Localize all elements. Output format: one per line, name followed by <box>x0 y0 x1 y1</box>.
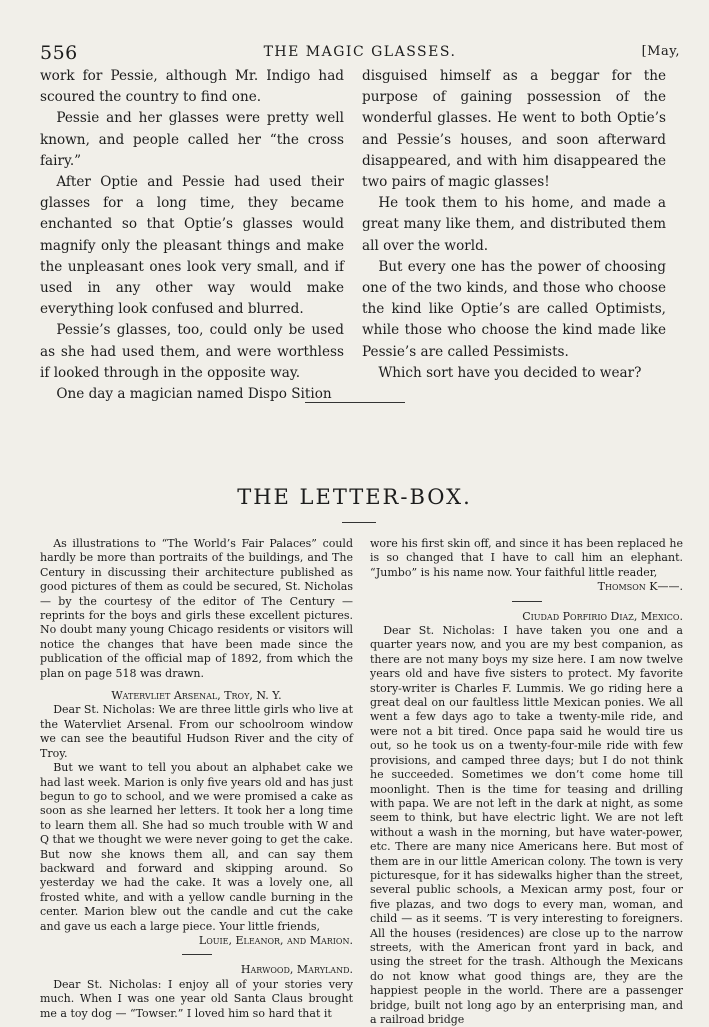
letter-paragraph: But we want to tell you about an alphabet cake we had last week. Marion is only five years old and has just begun to go to school, and we were promised a cake as soon as she learned her letters. It took her a long time to learn them all. She had so much trouble with W and Q that we thought we were never going to get the cake. But now she knows them all, and can say them backward and forward and skipping around. So yesterday we had the cake. It was a lovely one, all frosted white, and with a yellow candle burning in the center. Marion blew out the candle and cut the cake and gave us each a large piece. Your little friends, <box>40 761 353 933</box>
letter-paragraph: Dear St. Nicholas: I have taken you one and a quarter years now, and you are my best companion, as there are not many boys my size here. I am now twelve years old and have five sisters to protect. My favorite story-writer is Charles F. Lummis. We go riding here a great deal on our faultless little Mexican ponies. We all went a few days ago to take a twenty-mile ride, and were not a bit tired. Once papa said he would tire us out, so he took us on a twenty-four-mile ride with few provisions, and camped three days; but I do not think he succeeded. Sometimes we don’t come home till moonlight. Then is the time for teasing and drilling with papa. We are not left in the dark at night, as some seem to think, but have electric light. We are not left without a wash in the morning, but have water-power, etc. There are many nice Americans here. But most of them are in our little American colony. The town is very picturesque, for it has sidewalks higher than the street, several public schools, a Mexican army post, four or five plazas, and two dogs to every man, woman, and child — as it seems. ’T is very interesting to foreigners. All the houses (residences) are close up to the narrow streets, with the American front yard in back, and using the street for the trash. Although the Mexicans do not know what good things are, they are the happiest people in the world. There are a passenger bridge, built not long ago by an enterprising man, and a railroad bridge <box>370 624 683 1026</box>
letters-column-right <box>370 537 683 1027</box>
letter-signature: Thomson K——. <box>597 580 683 594</box>
section-divider <box>305 402 405 403</box>
letter-paragraph: Dear St. Nicholas: I enjoy all of your stories very much. When I was one year old Santa Claus brought me a toy dog — “Towser.” I loved him so hard that it <box>40 977 353 1020</box>
running-header <box>40 38 680 64</box>
story-paragraph: work for Pessie, although Mr. Indigo had scoured the country to find one. <box>40 68 344 106</box>
story-paragraph: Pessie and her glasses were pretty well known, and people called her “the cross fairy.” <box>40 110 344 169</box>
story-paragraph: disguised himself as a beggar for the purpose of gaining possession of the wonderful glasses. He went to both Optie’s and Pessie’s houses, and soon afterward disappeared, and with him disappeared the two pairs of magic glasses! <box>362 68 666 191</box>
letter-place: Harwood, Maryland. <box>240 963 353 977</box>
letter-divider <box>182 954 212 955</box>
story-paragraph: One day a magician named Dispo Sition <box>56 386 332 403</box>
story-paragraph: He took them to his home, and made a great many like them, and distributed them all over the world. <box>362 195 666 254</box>
story-paragraph: But every one has the power of choosing one of the two kinds, and those who choose the kind like Optie’s are called Optimists, while those who choose the kind made like Pessie’s are called Pessimists. <box>362 258 666 360</box>
letters-column-left <box>40 537 353 1021</box>
story-paragraph: After Optie and Pessie had used their glasses for a long time, they became enchanted so that Optie’s glasses would magnify only the pleasant things and make the unpleasant ones look very small, and if used in any other way would make everything look confused and blurred. <box>40 174 344 318</box>
title-underline <box>342 522 376 523</box>
page-number: 556 <box>40 42 78 64</box>
running-title: THE MAGIC GLASSES. <box>263 44 457 60</box>
letter-divider <box>512 601 542 602</box>
story-paragraph: Which sort have you decided to wear? <box>378 364 642 381</box>
letter-paragraph: wore his first skin off, and since it has been replaced he is so changed that I have to call him an elephant. “Jumbo” is his name now. Your faithful little reader, <box>370 537 683 579</box>
letterbox-title: THE LETTER-BOX. <box>237 485 472 509</box>
letter-signature: Louie, Eleanor, and Marion. <box>198 933 353 947</box>
letterbox-intro: As illustrations to “The World’s Fair Palaces” could hardly be more than portraits of the buildings, and The Century in discussing their architecture published as good pictures of them as could be secured, St. Nicholas — by the courtesy of the editor of The Century — reprints for the boys and girls these excellent pictures. No doubt many young Chicago residents or visitors will notice the changes that have been made since the publication of the official map of 1892, from which the plan on page 518 was drawn. <box>40 537 353 680</box>
story-column-left <box>40 66 344 405</box>
letter-paragraph: Dear St. Nicholas: We are three little girls who live at the Watervliet Arsenal. From our schoolroom window we can see the beautiful Hudson River and the city of Troy. <box>40 703 353 760</box>
story-paragraph: Pessie’s glasses, too, could only be used as she had used them, and were worthless if looked through in the opposite way. <box>40 322 344 381</box>
issue-month: [May, <box>641 44 680 59</box>
story-column-right <box>362 66 666 384</box>
letter-place: Watervliet Arsenal, Troy, N. Y. <box>111 689 282 703</box>
letter-place: Ciudad Porfirio Diaz, Mexico. <box>522 609 683 623</box>
